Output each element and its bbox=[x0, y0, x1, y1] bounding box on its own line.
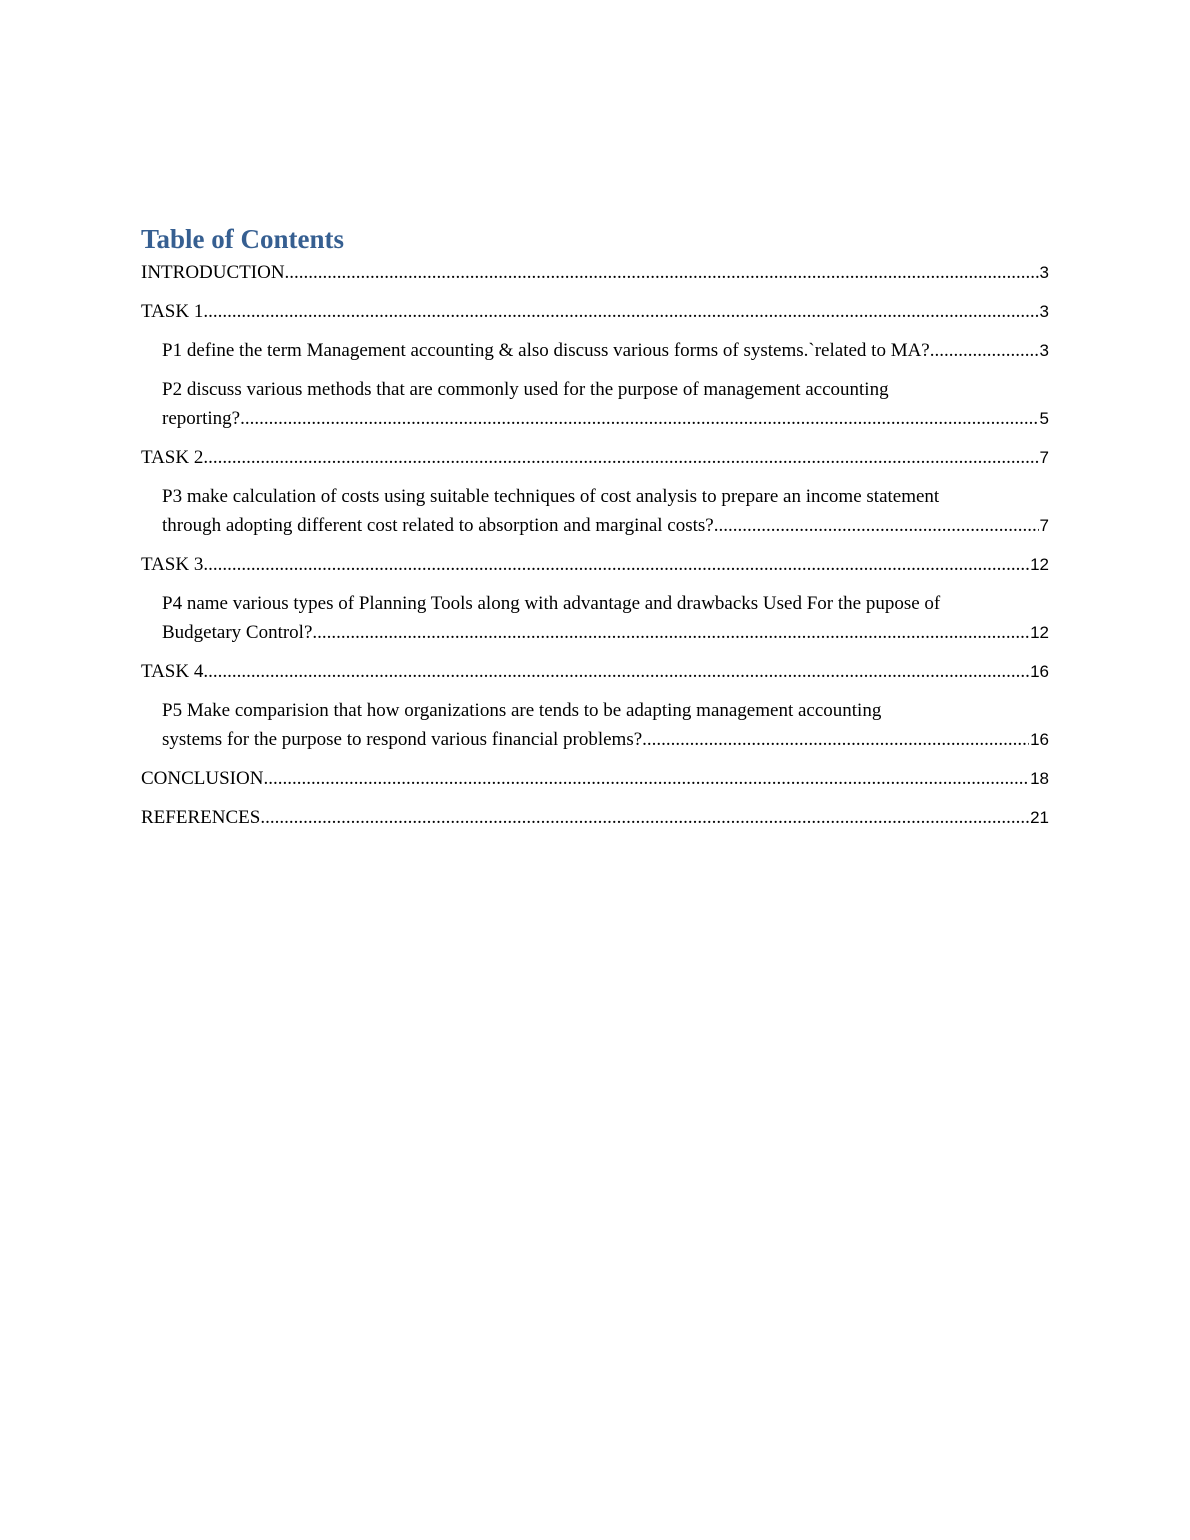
toc-page-number: 18 bbox=[1030, 769, 1049, 788]
toc-entry-p5[interactable] bbox=[141, 696, 1049, 754]
toc-leader-dots bbox=[714, 511, 1039, 540]
toc-leader-dots bbox=[263, 764, 1029, 793]
toc-entry-label: TASK 4 bbox=[141, 661, 204, 682]
toc-entry-introduction[interactable] bbox=[141, 258, 1049, 287]
toc-entry-label: REFERENCES bbox=[141, 807, 261, 828]
toc-leader-dots bbox=[203, 657, 1029, 686]
toc-page-number: 21 bbox=[1030, 808, 1049, 827]
table-of-contents bbox=[141, 222, 1049, 842]
toc-leader-dots bbox=[203, 297, 1038, 326]
toc-leader-dots bbox=[260, 803, 1029, 832]
toc-entry-label: through adopting different cost related to absorption and marginal costs? bbox=[162, 515, 714, 536]
toc-line bbox=[162, 404, 1049, 433]
toc-entry-task-4[interactable] bbox=[141, 657, 1049, 686]
toc-line bbox=[162, 336, 1049, 365]
toc-line bbox=[141, 550, 1049, 579]
toc-leader-dots bbox=[312, 618, 1029, 647]
toc-entry-task-2[interactable] bbox=[141, 443, 1049, 472]
toc-leader-dots bbox=[203, 443, 1038, 472]
toc-page-number: 3 bbox=[1039, 302, 1049, 321]
toc-entry-label: TASK 1 bbox=[141, 301, 204, 322]
toc-entry-first-line: P5 Make comparision that how organizations are tends to be adapting management accounting bbox=[162, 700, 882, 721]
toc-line bbox=[141, 803, 1049, 832]
toc-entry-first-line: P2 discuss various methods that are commonly used for the purpose of management accounting bbox=[162, 379, 889, 400]
toc-page-number: 3 bbox=[1039, 263, 1049, 282]
toc-line bbox=[141, 297, 1049, 326]
toc-leader-dots bbox=[930, 336, 1039, 365]
toc-line bbox=[141, 258, 1049, 287]
toc-page-number: 16 bbox=[1030, 662, 1049, 681]
toc-page-number: 16 bbox=[1030, 730, 1049, 749]
toc-line bbox=[162, 618, 1049, 647]
toc-page-number: 12 bbox=[1030, 623, 1049, 642]
toc-entry-label: reporting? bbox=[162, 408, 241, 429]
toc-page-number: 7 bbox=[1039, 516, 1049, 535]
toc-title: Table of Contents bbox=[141, 224, 345, 254]
toc-entry-p4[interactable] bbox=[141, 589, 1049, 647]
toc-entry-task-3[interactable] bbox=[141, 550, 1049, 579]
toc-entry-label: TASK 3 bbox=[141, 554, 204, 575]
toc-leader-dots bbox=[240, 404, 1038, 433]
toc-line bbox=[141, 657, 1049, 686]
toc-entry-label: systems for the purpose to respond various financial problems? bbox=[162, 729, 643, 750]
toc-entry-label: INTRODUCTION bbox=[141, 262, 285, 283]
toc-entry-label: P1 define the term Management accounting & also discuss various forms of systems.`related to MA? bbox=[162, 340, 930, 361]
toc-leader-dots bbox=[203, 550, 1029, 579]
toc-entry-p1[interactable] bbox=[141, 336, 1049, 365]
toc-entry-references[interactable] bbox=[141, 803, 1049, 832]
toc-leader-dots bbox=[642, 725, 1029, 754]
toc-entry-p2[interactable] bbox=[141, 375, 1049, 433]
toc-page-number: 5 bbox=[1039, 409, 1049, 428]
toc-entry-p3[interactable] bbox=[141, 482, 1049, 540]
toc-page-number: 7 bbox=[1039, 448, 1049, 467]
toc-entry-task-1[interactable] bbox=[141, 297, 1049, 326]
toc-entry-conclusion[interactable] bbox=[141, 764, 1049, 793]
toc-page-number: 3 bbox=[1039, 341, 1049, 360]
toc-entry-label: Budgetary Control? bbox=[162, 622, 313, 643]
toc-page-number: 12 bbox=[1030, 555, 1049, 574]
toc-line bbox=[141, 443, 1049, 472]
toc-leader-dots bbox=[285, 258, 1039, 287]
toc-entry-label: TASK 2 bbox=[141, 447, 204, 468]
toc-line bbox=[162, 511, 1049, 540]
toc-line bbox=[141, 764, 1049, 793]
toc-entry-label: CONCLUSION bbox=[141, 768, 264, 789]
toc-line bbox=[162, 725, 1049, 754]
toc-entry-first-line: P4 name various types of Planning Tools along with advantage and drawbacks Used For the pupose of bbox=[162, 593, 941, 614]
toc-entry-first-line: P3 make calculation of costs using suitable techniques of cost analysis to prepare an income statement bbox=[162, 486, 940, 507]
